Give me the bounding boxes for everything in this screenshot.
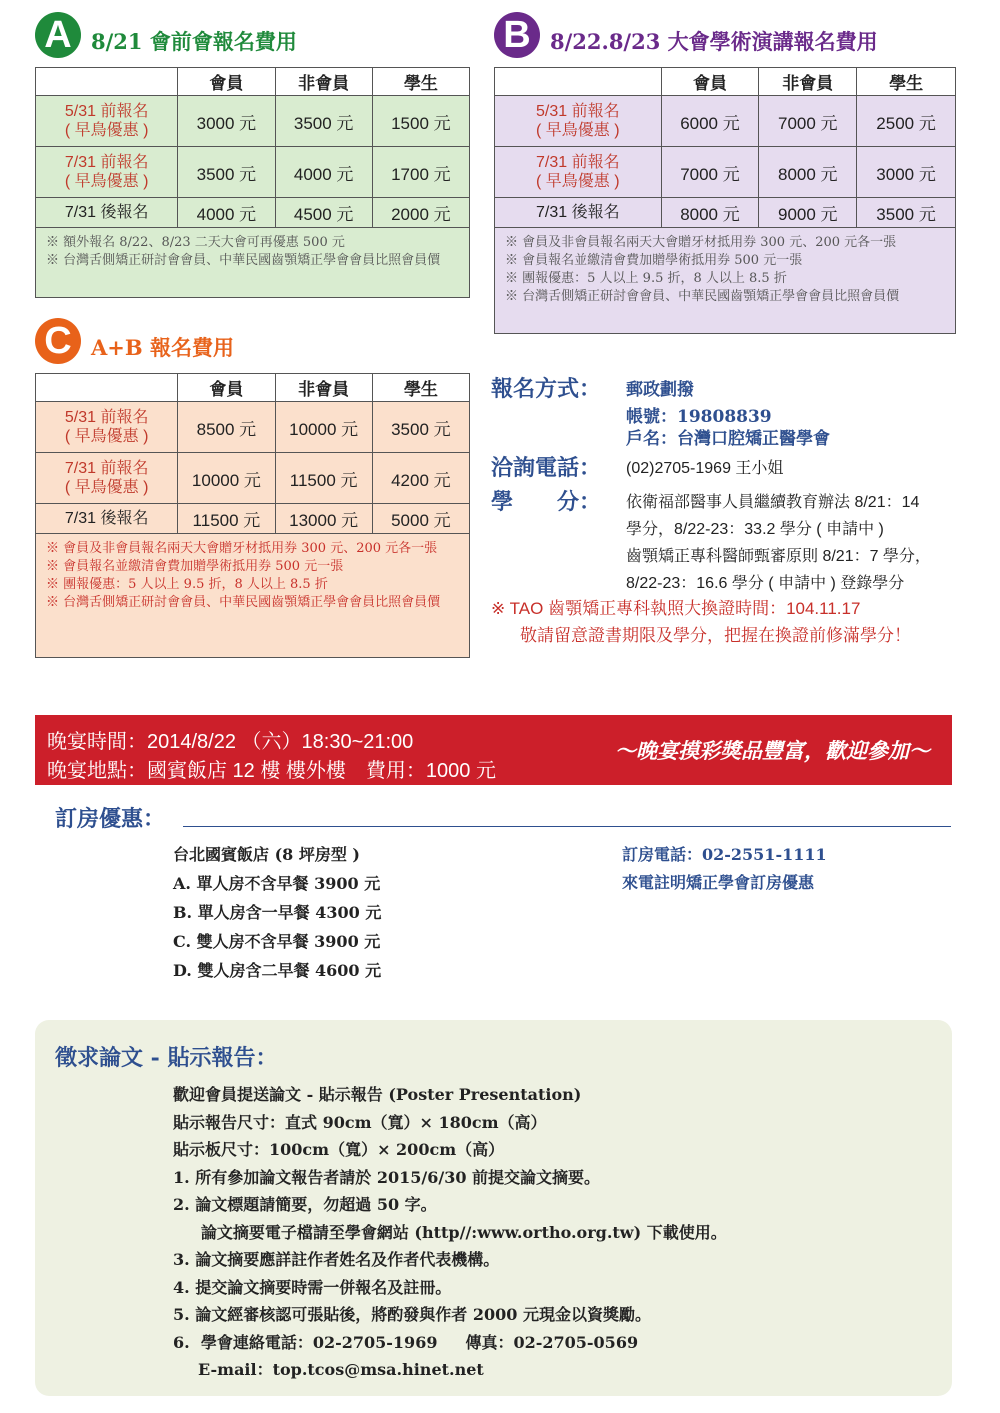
section-b-title: 8/22.8/23 大會學術演講報名費用 bbox=[550, 29, 878, 54]
note-line: ※ 額外報名 8/22、8/23 二天大會可再優惠 500 元 bbox=[46, 235, 345, 250]
banquet-time: 晚宴時間：2014/8/22 （六）18:30~21:00 bbox=[47, 731, 414, 753]
paper-list bbox=[173, 1081, 727, 1384]
tao-notice-line1: ※ TAO 齒顎矯正專科執照大換證時間：104.11.17 bbox=[491, 599, 861, 618]
credit-line: 依衛福部醫事人員繼續教育辦法 8/21：14 bbox=[626, 494, 920, 511]
paper-line: 論文摘要電子檔請至學會網站 (http//:www.ortho.org.tw) 下載使用。 bbox=[173, 1222, 727, 1242]
banquet-banner bbox=[35, 715, 952, 785]
paper-contact-line bbox=[173, 1329, 727, 1357]
table-row bbox=[36, 198, 470, 228]
hotel-contact bbox=[622, 841, 827, 897]
row-label: 7/31 後報名 bbox=[495, 198, 662, 228]
section-b-notes bbox=[495, 228, 956, 334]
table-row bbox=[36, 504, 470, 534]
row-label: 5/31 前報名 ( 早鳥優惠 ) bbox=[36, 402, 178, 453]
price-cell: 11500 元 bbox=[275, 453, 372, 504]
price-cell: 7000 元 bbox=[759, 96, 857, 147]
hotel-option: D. 雙人房含二早餐 4600 元 bbox=[173, 961, 382, 980]
section-a-header bbox=[35, 12, 297, 58]
header-student: 學生 bbox=[857, 68, 956, 96]
credit-label: 學 分： bbox=[491, 489, 602, 515]
registration-method-value: 郵政劃撥 bbox=[626, 380, 694, 400]
note-line: ※ 會員報名並繳清會費加贈學術抵用券 500 元一張 bbox=[505, 253, 803, 268]
price-cell: 1700 元 bbox=[372, 147, 469, 198]
price-cell: 1500 元 bbox=[372, 96, 469, 147]
header-member: 會員 bbox=[178, 374, 275, 402]
header-blank bbox=[36, 68, 178, 96]
note-line: ※ 會員及非會員報名兩天大會贈牙材抵用券 300 元、200 元各一張 bbox=[505, 235, 897, 250]
price-cell: 8000 元 bbox=[759, 147, 857, 198]
paper-line: 歡迎會員提送論文 - 貼示報告 (Poster Presentation) bbox=[173, 1085, 582, 1104]
hotel-option: A. 單人房不含早餐 3900 元 bbox=[173, 874, 381, 893]
paper-line: 2. 論文標題請簡要，勿超過 50 字。 bbox=[173, 1195, 437, 1214]
hotel-option: C. 雙人房不含早餐 3900 元 bbox=[173, 932, 381, 951]
price-cell: 2000 元 bbox=[372, 198, 469, 228]
price-cell: 11500 元 bbox=[178, 504, 275, 534]
phone-value: (02)2705-1969 王小姐 bbox=[626, 460, 784, 477]
price-cell: 3500 元 bbox=[178, 147, 275, 198]
section-b-table bbox=[494, 67, 956, 334]
section-c-table bbox=[35, 373, 470, 658]
section-b-badge: B bbox=[494, 12, 540, 58]
price-cell: 3500 元 bbox=[372, 402, 469, 453]
registration-account: 帳號：19808839 bbox=[626, 407, 772, 427]
price-cell: 9000 元 bbox=[759, 198, 857, 228]
row-label: 7/31 後報名 bbox=[36, 198, 178, 228]
credit-line: 齒顎矯正專科醫師甄審原則 8/21：7 學分， bbox=[626, 548, 931, 565]
section-c-notes bbox=[36, 534, 470, 658]
tao-notice-line2: 敬請留意證書期限及學分，把握在換證前修滿學分！ bbox=[520, 626, 911, 645]
price-cell: 3500 元 bbox=[275, 96, 372, 147]
banquet-place: 晚宴地點：國賓飯店 12 樓 樓外樓 費用：1000 元 bbox=[47, 760, 496, 782]
price-cell: 4000 元 bbox=[178, 198, 275, 228]
credit-line: 學分，8/22-23：33.2 學分 ( 申請中 ) bbox=[626, 521, 884, 538]
banquet-slogan: ～晚宴摸彩獎品豐富，歡迎參加～ bbox=[615, 738, 930, 763]
paper-line: 貼示報告尺寸：直式 90cm（寬）× 180cm（高） bbox=[173, 1112, 547, 1132]
price-cell: 3000 元 bbox=[178, 96, 275, 147]
price-cell: 13000 元 bbox=[275, 504, 372, 534]
price-cell: 4500 元 bbox=[275, 198, 372, 228]
price-cell: 2500 元 bbox=[857, 96, 956, 147]
section-c-header bbox=[35, 318, 234, 364]
header-blank bbox=[495, 68, 662, 96]
note-line: ※ 團報優惠：5 人以上 9.5 折，8 人以上 8.5 折 bbox=[505, 271, 787, 286]
registration-method-label: 報名方式： bbox=[491, 376, 602, 402]
section-c-badge: C bbox=[35, 318, 81, 364]
credit-line: 8/22-23：16.6 學分 ( 申請中 ) 登錄學分 bbox=[626, 575, 905, 592]
header-student: 學生 bbox=[372, 68, 469, 96]
table-row bbox=[495, 147, 956, 198]
paper-line: 5. 論文經審核認可張貼後，將酌發與作者 2000 元現金以資獎勵。 bbox=[173, 1305, 651, 1324]
price-cell: 4200 元 bbox=[372, 453, 469, 504]
note-line: ※ 台灣舌側矯正研討會會員、中華民國齒顎矯正學會會員比照會員價 bbox=[46, 253, 441, 268]
price-cell: 6000 元 bbox=[661, 96, 759, 147]
note-line: ※ 會員及非會員報名兩天大會贈牙材抵用券 300 元、200 元各一張 bbox=[46, 541, 438, 556]
price-cell: 4000 元 bbox=[275, 147, 372, 198]
hotel-note: 來電註明矯正學會訂房優惠 bbox=[622, 873, 815, 892]
table-row bbox=[36, 402, 470, 453]
price-cell: 8500 元 bbox=[178, 402, 275, 453]
price-cell: 3500 元 bbox=[857, 198, 956, 228]
table-row bbox=[36, 147, 470, 198]
paper-email: E-mail：top.tcos@msa.hinet.net bbox=[198, 1360, 484, 1379]
header-nonmember: 非會員 bbox=[275, 68, 372, 96]
note-line: ※ 台灣舌側矯正研討會會員、中華民國齒顎矯正學會會員比照會員價 bbox=[46, 595, 441, 610]
row-label: 5/31 前報名 ( 早鳥優惠 ) bbox=[495, 96, 662, 147]
section-a-table bbox=[35, 67, 470, 298]
header-nonmember: 非會員 bbox=[759, 68, 857, 96]
price-cell: 8000 元 bbox=[661, 198, 759, 228]
header-member: 會員 bbox=[661, 68, 759, 96]
section-a-notes bbox=[36, 228, 470, 298]
paper-line: 3. 論文摘要應詳註作者姓名及作者代表機構。 bbox=[173, 1250, 500, 1269]
hotel-list bbox=[173, 840, 381, 985]
hotel-divider bbox=[183, 826, 951, 827]
table-row bbox=[36, 96, 470, 147]
header-member: 會員 bbox=[178, 68, 275, 96]
header-blank bbox=[36, 374, 178, 402]
paper-phone: 6. 學會連絡電話：02-2705-1969 bbox=[173, 1332, 438, 1352]
section-a-title: 8/21 會前會報名費用 bbox=[91, 29, 297, 54]
paper-fax: 傳真：02-2705-0569 bbox=[465, 1332, 639, 1352]
table-row bbox=[36, 453, 470, 504]
header-student: 學生 bbox=[372, 374, 469, 402]
row-label: 7/31 後報名 bbox=[36, 504, 178, 534]
hotel-option: B. 單人房含一早餐 4300 元 bbox=[173, 903, 382, 922]
price-cell: 5000 元 bbox=[372, 504, 469, 534]
note-line: ※ 會員報名並繳清會費加贈學術抵用券 500 元一張 bbox=[46, 559, 344, 574]
price-cell: 3000 元 bbox=[857, 147, 956, 198]
price-cell: 10000 元 bbox=[178, 453, 275, 504]
hotel-name: 台北國賓飯店 (8 坪房型 ) bbox=[173, 845, 360, 864]
section-c-title: A+B 報名費用 bbox=[91, 335, 234, 360]
paper-line: 貼示板尺寸：100cm（寬）× 200cm（高） bbox=[173, 1140, 505, 1159]
paper-line: 4. 提交論文摘要時需一併報名及註冊。 bbox=[173, 1277, 452, 1297]
note-line: ※ 台灣舌側矯正研討會會員、中華民國齒顎矯正學會會員比照會員價 bbox=[505, 289, 900, 304]
paper-title: 徵求論文 - 貼示報告： bbox=[55, 1045, 278, 1071]
section-b-header bbox=[494, 12, 878, 58]
hotel-phone: 訂房電話：02-2551-1111 bbox=[622, 845, 827, 864]
credit-text bbox=[626, 489, 931, 597]
header-nonmember: 非會員 bbox=[275, 374, 372, 402]
table-row bbox=[495, 96, 956, 147]
hotel-title: 訂房優惠： bbox=[55, 806, 166, 832]
phone-label: 洽詢電話： bbox=[491, 455, 602, 481]
paper-line: 1. 所有參加論文報告者請於 2015/6/30 前提交論文摘要。 bbox=[173, 1167, 601, 1187]
section-a-badge: A bbox=[35, 12, 81, 58]
price-cell: 7000 元 bbox=[661, 147, 759, 198]
registration-holder: 戶名：台灣口腔矯正醫學會 bbox=[626, 429, 830, 449]
table-row bbox=[495, 198, 956, 228]
price-cell: 10000 元 bbox=[275, 402, 372, 453]
row-label: 7/31 前報名 ( 早鳥優惠 ) bbox=[36, 147, 178, 198]
row-label: 7/31 前報名 ( 早鳥優惠 ) bbox=[36, 453, 178, 504]
row-label: 5/31 前報名 ( 早鳥優惠 ) bbox=[36, 96, 178, 147]
row-label: 7/31 前報名 ( 早鳥優惠 ) bbox=[495, 147, 662, 198]
note-line: ※ 團報優惠：5 人以上 9.5 折，8 人以上 8.5 折 bbox=[46, 577, 328, 592]
